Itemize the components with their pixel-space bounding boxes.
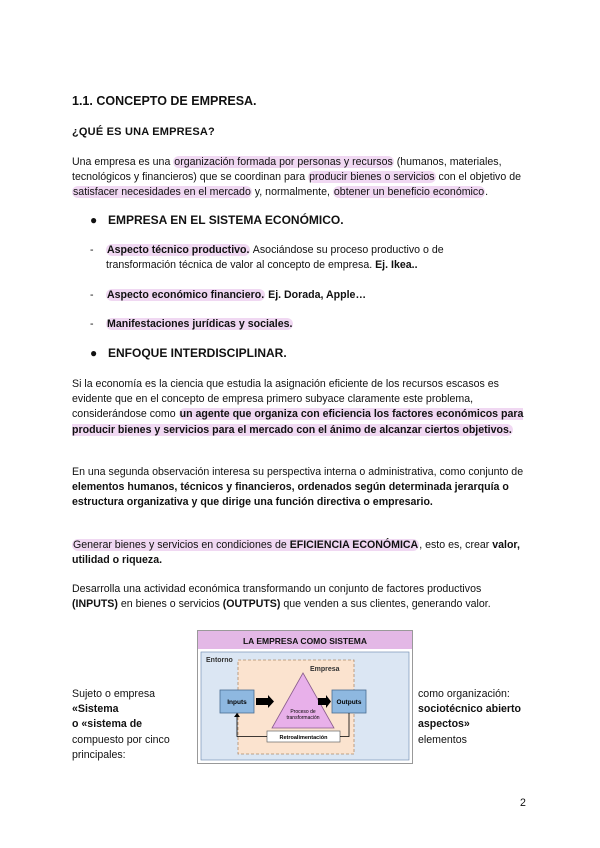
- bullet-label: EMPRESA EN EL SISTEMA ECONÓMICO.: [108, 213, 344, 227]
- section-heading: 1.1. CONCEPTO DE EMPRESA.: [72, 94, 257, 108]
- item-bold: Manifestaciones jurídicas y sociales.: [107, 318, 293, 330]
- item-bold: Aspecto económico financiero.: [107, 289, 265, 301]
- intro-highlight: obtener un beneficio económico: [333, 186, 485, 199]
- right-caption: [418, 687, 521, 748]
- left-caption: [72, 687, 170, 763]
- caption-line: o «sistema de: [72, 718, 143, 731]
- question-heading: ¿QUÉ ES UNA EMPRESA?: [72, 126, 215, 138]
- para-text: , esto es, crear: [419, 539, 493, 551]
- para-bold: elementos humanos, técnicos y financieros, ordenados según determinada jerarquía o estructura organizativa y que dirige una función directiva o empresario.: [72, 481, 509, 509]
- caption-line: elementos: [418, 733, 467, 746]
- item-bold: Ej. Dorada, Apple…: [265, 289, 367, 301]
- intro-text: Una empresa es una: [72, 156, 174, 168]
- bullet-label: ENFOQUE INTERDISCIPLINAR.: [108, 346, 287, 360]
- para-text: En una segunda observación interesa su perspectiva interna o administrativa, como conjunto de: [72, 466, 524, 478]
- intro-highlight: producir bienes o servicios: [309, 171, 435, 184]
- bullet-icon: ●: [90, 213, 98, 227]
- para-text: Si la economía es la ciencia que estudia la asignación eficiente de los recursos escasos es evidente que en el concepto de empresa primero subyace claramente este problema, considerándose como: [72, 378, 499, 421]
- item-bold: Aspecto técnico productivo.: [107, 244, 250, 256]
- para-bold: (INPUTS): [72, 598, 118, 611]
- intro-text: .: [485, 186, 489, 199]
- dash-marker: -: [90, 244, 94, 256]
- item-text: Asociándose su proceso productivo o de transformación técnica de valor al concepto de empresa.: [106, 244, 444, 272]
- caption-line: principales:: [72, 748, 126, 761]
- para-text: en bienes o servicios: [117, 598, 223, 611]
- process-label: Proceso de transformación: [286, 709, 320, 721]
- para-text: que venden a sus clientes, generando valor.: [280, 598, 491, 611]
- caption-line: «Sistema: [72, 703, 119, 716]
- list-item: [90, 317, 510, 332]
- paragraph: [72, 582, 530, 612]
- para-highlight: un agente que organiza con eficiencia los factores económicos para producir bienes y servicios para el mercado con el ánimo de alcanzar ciertos objetivos.: [72, 408, 524, 436]
- list-item: [90, 243, 510, 273]
- paragraph: [72, 538, 530, 568]
- intro-highlight: organización formada por personas y recursos: [174, 156, 393, 168]
- diagram-title: LA EMPRESA COMO SISTEMA: [242, 636, 368, 646]
- paragraph: [72, 377, 530, 438]
- intro-text: (humanos, materiales, tecnológicos y financieros) que se coordinan para: [72, 156, 502, 184]
- dash-marker: -: [90, 318, 94, 330]
- caption-line: sociotécnico abierto: [418, 703, 522, 716]
- item-bold: Ej. Ikea..: [375, 259, 418, 272]
- entorno-label: Entorno: [206, 657, 233, 664]
- bullet-heading: [90, 346, 287, 360]
- feedback-label: Retroalimentación: [279, 735, 328, 741]
- paragraph: [72, 465, 530, 511]
- page-number: 2: [520, 797, 526, 809]
- caption-line: aspectos»: [418, 718, 470, 731]
- para-bold: EFICIENCIA ECONÓMICA: [289, 539, 419, 551]
- para-text: Desarrolla una actividad económica transformando un conjunto de factores productivos: [72, 583, 482, 595]
- para-bold: valor, utilidad o riqueza.: [72, 539, 520, 567]
- caption-line: compuesto por cinco: [72, 733, 170, 746]
- inputs-label: Inputs: [227, 699, 247, 706]
- intro-paragraph: [72, 155, 530, 201]
- caption-line: como organización:: [418, 688, 510, 700]
- system-diagram: [197, 630, 413, 764]
- intro-text: y, normalmente,: [251, 186, 333, 199]
- caption-line: Sujeto o empresa: [72, 688, 156, 700]
- para-highlight: Generar bienes y servicios en condiciones de: [73, 539, 290, 551]
- intro-highlight: satisfacer necesidades en el mercado: [73, 186, 251, 199]
- bullet-icon: ●: [90, 346, 98, 360]
- dash-marker: -: [90, 289, 94, 301]
- empresa-label: Empresa: [310, 666, 340, 673]
- intro-text: con el objetivo de: [435, 171, 521, 184]
- list-item: [90, 288, 510, 303]
- bullet-heading: [90, 213, 344, 227]
- para-bold: (OUTPUTS): [222, 598, 281, 611]
- outputs-label: Outputs: [336, 699, 362, 706]
